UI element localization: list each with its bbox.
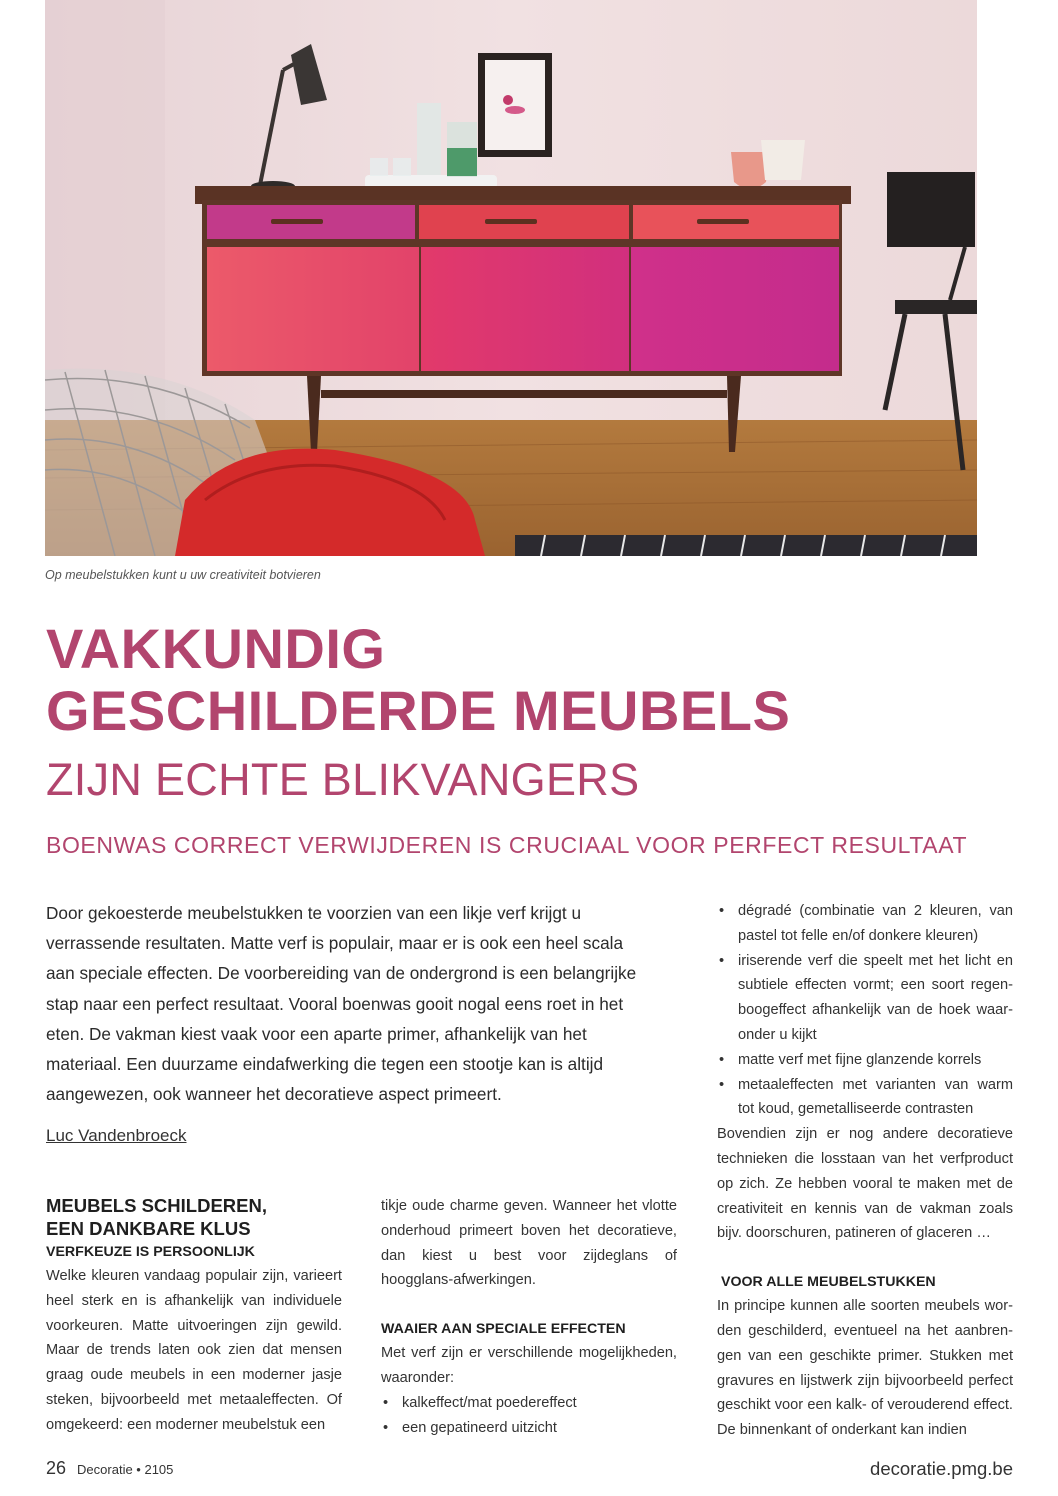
website-link[interactable]: decoratie.pmg.be <box>870 1458 1013 1479</box>
page-subtitle: ZIJN ECHTE BLIKVANGERS <box>46 754 640 805</box>
section3-text: In principe kunnen alle soorten meubels wor-den geschilderd, eventueel na het aanbren-gen van een geschikte primer. Stukken met gravures en lijstwerk zijn bijvoorbeeld perfect geschikt voor een kalk- of verouderend effect. De binnenkant of onderkant kan indien <box>717 1298 1013 1439</box>
sideboard-illustration <box>45 0 977 556</box>
effects-list-part-1 <box>381 1391 677 1441</box>
section1-subheading: VERFKEUZE IS PERSOONLIJK <box>46 1244 255 1260</box>
photo-caption: Op meubelstukken kunt u uw creativiteit botvieren <box>45 568 321 582</box>
author-byline: Luc Vandenbroeck <box>46 1126 187 1145</box>
section1-text: Welke kleuren vandaag populair zijn, varieert heel sterk en is afhankelijk van individuele voorkeuren. Matte uitvoeringen zijn gewild. Maar de trends laten ook zien dat mensen graag oude meubels in een moderner jasje steken, bijvoorbeeld met metaaleffecten. Of omgekeerd: een moderner meubelstuk een <box>46 1268 342 1433</box>
column-3 <box>717 899 1013 1443</box>
section1-text-continued: tikje oude charme geven. Wanneer het vlotte onderhoud primeert boven het decoratieve, dan kiest u best voor zijdeglans of hoogglans-afwerkingen. <box>381 1198 677 1289</box>
section2-intro: Met verf zijn er verschillende mogelijkheden, waaronder: <box>381 1345 677 1386</box>
intro-paragraph: Door gekoesterde meubelstukken te voorzien van een likje verf krijgt u verrassende resultaten. Matte verf is populair, maar er is ook een heel scala aan speciale effecten. De voorbereiding van de ondergrond is een belangrijke stap naar een perfect resultaat. Vooral boenwas gooit nogal eens roet in het eten. De vakman kiest vaak voor een aparte primer, afhankelijk van het materiaal. Een duurzame eindafwerking die tegen een stootje kan is altijd aangewezen, ook wanneer het decoratieve aspect primeert. <box>46 903 637 1105</box>
list-item: • een gepatineerd uitzicht <box>381 1416 677 1441</box>
section2-closing: Bovendien zijn er nog andere decoratieve technieken die losstaan van het verfproduct op zich. Ze hebben vooral te maken met de creativiteit en kennis van de vakman zoals bijv. doorschuren, patineren of glaceren … <box>717 1126 1013 1242</box>
footer-page-info <box>46 1458 173 1479</box>
title-line-2: GESCHILDERDE MEUBELS <box>46 679 791 742</box>
list-item: • dégradé (combinatie van 2 kleuren, van pastel tot felle en/of donkere kleuren) <box>717 899 1013 949</box>
title-line-1: VAKKUNDIG <box>46 617 386 680</box>
section1-heading-line-1: MEUBELS SCHILDEREN, <box>46 1195 267 1216</box>
page-title <box>46 618 1006 742</box>
list-item: • iriserende verf die speelt met het licht en subtiele effecten vormt; een soort regen-boogeffect afhankelijk van de hoek waar-onder u kijkt <box>717 949 1013 1048</box>
magazine-issue: Decoratie • 2105 <box>77 1462 174 1477</box>
page-number: 26 <box>46 1458 67 1478</box>
list-item: • kalkeffect/mat poedereffect <box>381 1391 677 1416</box>
section1-heading-line-2: EEN DANKBARE KLUS <box>46 1218 251 1239</box>
list-item: • matte verf met fijne glanzende korrels <box>717 1048 1013 1073</box>
column-2 <box>381 1194 677 1440</box>
section3-heading: VOOR ALLE MEUBELSTUKKEN <box>721 1274 936 1291</box>
hero-photo <box>45 0 977 556</box>
list-item: • metaaleffecten met varianten van warm tot koud, gemetalliseerde contrasten <box>717 1073 1013 1123</box>
column-1 <box>46 1194 342 1438</box>
kicker: BOENWAS CORRECT VERWIJDEREN IS CRUCIAAL VOOR PERFECT RESULTAAT <box>46 832 968 858</box>
effects-list-part-2 <box>717 899 1013 1122</box>
section2-heading: WAAIER AAN SPECIALE EFFECTEN <box>381 1321 626 1338</box>
